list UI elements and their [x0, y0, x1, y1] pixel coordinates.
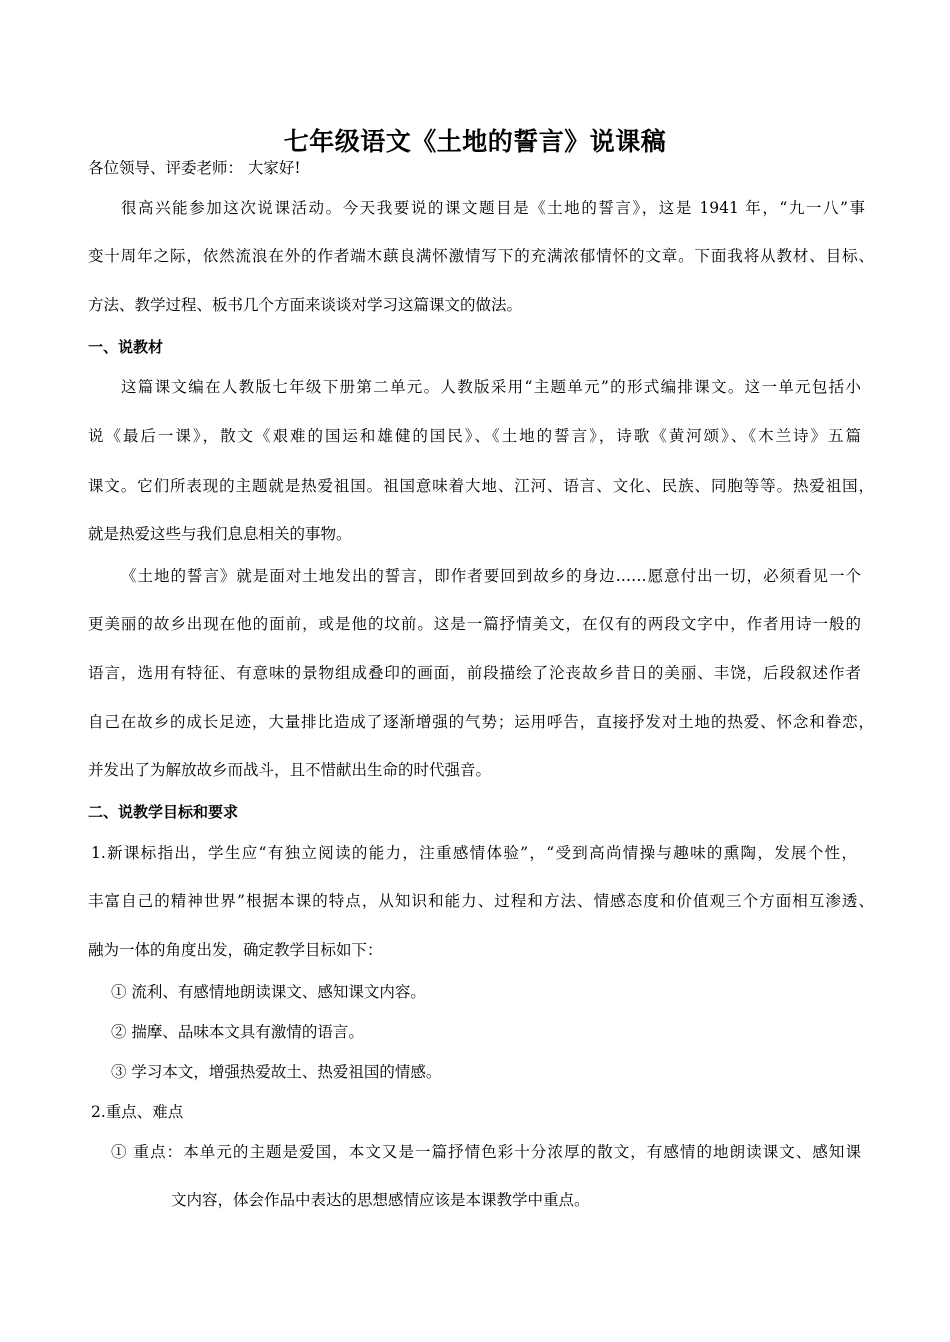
- section-1-p1-line-4: 就是热爱这些与我们息息相关的事物。: [88, 525, 352, 543]
- section-1-p2-line-1: 《土地的誓言》就是面对土地发出的誓言，即作者要回到故乡的身边……愿意付出一切，必须看见一个: [121, 567, 861, 585]
- section-1-p2-line-3: 语言，选用有特征、有意味的景物组成叠印的画面，前段描绘了沦丧故乡昔日的美丽、丰饶，后段叙述作者: [88, 664, 861, 682]
- key-point-line-1: ① 重点：本单元的主题是爱国，本文又是一篇抒情色彩十分浓厚的散文，有感情的地朗读课文、感知课: [111, 1143, 861, 1161]
- intro-line-2: 变十周年之际，依然流浪在外的作者端木蕻良满怀激情写下的充满浓郁情怀的文章。下面我将从教材、目标、: [88, 247, 874, 265]
- section-2-p1-line-2: 丰富自己的精神世界”根据本课的特点，从知识和能力、过程和方法、情感态度和价值观三个方面相互渗透、: [88, 892, 874, 910]
- section-1-p1-line-3: 课文。它们所表现的主题就是热爱祖国。祖国意味着大地、江河、语言、文化、民族、同胞等等。热爱祖国，: [88, 477, 874, 495]
- goal-item-3: ③ 学习本文，增强热爱故土、热爱祖国的情感。: [111, 1063, 442, 1081]
- section-1-p2-line-5: 并发出了为解放故乡而战斗，且不惜献出生命的时代强音。: [88, 761, 492, 779]
- section-1-p2-line-2: 更美丽的故乡出现在他的面前，或是他的坟前。这是一篇抒情美文，在仅有的两段文字中，作者用诗一般的: [88, 615, 861, 633]
- goal-item-1: ① 流利、有感情地朗读课文、感知课文内容。: [111, 983, 426, 1001]
- section-2-p2-heading: 2.重点、难点: [91, 1103, 184, 1121]
- section-2-p1-line-1: 1.新课标指出，学生应“有独立阅读的能力，注重感情体验”，“受到高尚情操与趣味的熏陶，发展个性，: [91, 844, 857, 862]
- document-title: 七年级语文《土地的誓言》说课稿: [283, 127, 667, 156]
- goal-item-2: ② 揣摩、品味本文具有激情的语言。: [111, 1023, 364, 1041]
- section-1-p2-line-4: 自己在故乡的成长足迹，大量排比造成了逐渐增强的气势；运用呼告，直接抒发对土地的热爱、怀念和眷恋，: [88, 713, 874, 731]
- section-2-p1-line-3: 融为一体的角度出发，确定教学目标如下：: [88, 941, 383, 959]
- intro-line-1: 很高兴能参加这次说课活动。今天我要说的课文题目是《土地的誓言》，这是 1941 年，“九一八”事: [121, 199, 865, 217]
- intro-line-3: 方法、教学过程、板书几个方面来谈谈对学习这篇课文的做法。: [88, 296, 523, 314]
- section-1-heading: 一、说教材: [88, 338, 164, 356]
- section-1-p1-line-2: 说《最后一课》，散文《艰难的国运和雄健的国民》、《土地的誓言》，诗歌《黄河颂》、《木兰诗》五篇: [88, 427, 861, 445]
- key-point-line-2: 文内容，体会作品中表达的思想感情应该是本课教学中重点。: [171, 1191, 590, 1209]
- greeting: 各位领导、评委老师： 大家好!: [88, 159, 301, 177]
- section-2-heading: 二、说教学目标和要求: [88, 803, 239, 821]
- section-1-p1-line-1: 这篇课文编在人教版七年级下册第二单元。人教版采用“主题单元”的形式编排课文。这一单元包括小: [121, 378, 861, 396]
